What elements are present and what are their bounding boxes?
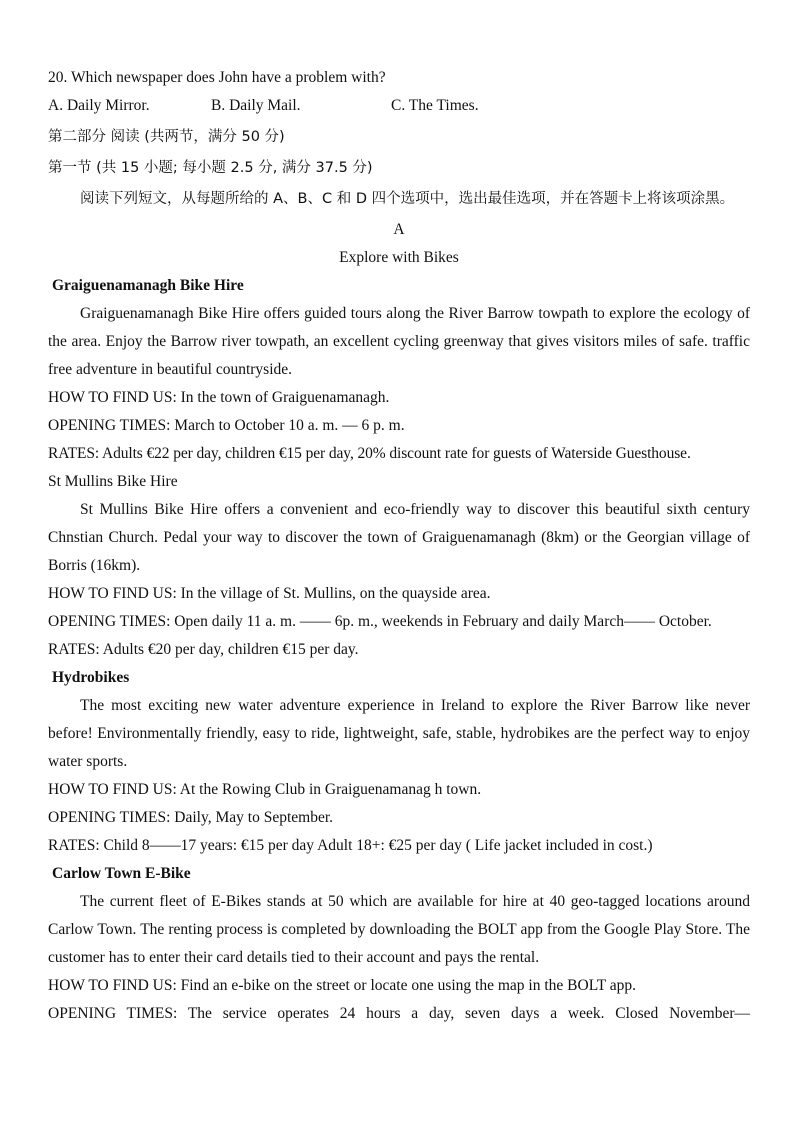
entry-find: HOW TO FIND US: In the town of Graiguenamanagh.: [48, 389, 390, 406]
entry-find: HOW TO FIND US: In the village of St. Mullins, on the quayside area.: [48, 585, 491, 602]
entry-rates: RATES: Adults €20 per day, children €15 per day.: [48, 641, 359, 658]
entry-description: The most exciting new water adventure experience in Ireland to explore the River Barrow like never before! Environmentally friendly, easy to ride, lightweight, safe, stable, hydrobikes are the perfect way to enjoy water sports.: [48, 697, 750, 770]
entry-times: OPENING TIMES: Open daily 11 a. m. —— 6p. m., weekends in February and daily March—— October.: [48, 613, 712, 630]
part-title: 第二部分 阅读 (共两节，满分 50 分): [48, 129, 285, 145]
passage-title: Explore with Bikes: [339, 249, 459, 266]
option-b: B. Daily Mail.: [211, 97, 301, 114]
entry-name-st-mullins: St Mullins Bike Hire: [48, 473, 178, 490]
entry-times: OPENING TIMES: Daily, May to September.: [48, 809, 334, 826]
document-page: [48, 64, 750, 1028]
entry-name-carlow-e-bike: Carlow Town E-Bike: [52, 865, 191, 882]
entry-description: The current fleet of E-Bikes stands at 50 which are available for hire at 40 geo-tagged locations around Carlow Town. The renting process is completed by downloading the BOLT app from the Google Play Store. The customer has to enter their card details tied to their account and pays the rental.: [48, 893, 750, 966]
passage-letter: A: [393, 221, 405, 238]
entry-name-hydrobikes: Hydrobikes: [52, 669, 130, 686]
entry-description: St Mullins Bike Hire offers a convenient and eco-friendly way to discover this beautiful sixth century Chnstian Church. Pedal your way to discover the town of Graiguenamanagh (8km) or the Georgian village of Borris (16km).: [48, 501, 750, 574]
entry-rates: RATES: Adults €22 per day, children €15 per day, 20% discount rate for guests of Waterside Guesthouse.: [48, 445, 691, 462]
question-text: 20. Which newspaper does John have a problem with?: [48, 69, 386, 86]
subsection-title: 第一节 (共 15 小题; 每小题 2.5 分, 满分 37.5 分): [48, 160, 373, 176]
entry-find: HOW TO FIND US: At the Rowing Club in Graiguenamanag h town.: [48, 781, 482, 798]
entry-times: OPENING TIMES: The service operates 24 hours a day, seven days a week. Closed November—: [48, 1005, 750, 1022]
entry-times: OPENING TIMES: March to October 10 a. m. — 6 p. m.: [48, 417, 405, 434]
entry-rates: RATES: Child 8——17 years: €15 per day Adult 18+: €25 per day ( Life jacket included in cost.): [48, 837, 653, 854]
entry-description: Graiguenamanagh Bike Hire offers guided tours along the River Barrow towpath to explore the ecology of the area. Enjoy the Barrow river towpath, an excellent cycling greenway that gives visitors miles of safe. traffic free adventure in beautiful countryside.: [48, 305, 750, 378]
option-c: C. The Times.: [391, 97, 479, 114]
instructions: 阅读下列短文，从每题所给的 A、B、C 和 D 四个选项中，选出最佳选项，并在答题卡上将该项涂黑。: [80, 191, 735, 207]
question-options: [48, 92, 750, 120]
entry-name-graiguenamanagh: Graiguenamanagh Bike Hire: [52, 277, 244, 294]
entry-find: HOW TO FIND US: Find an e-bike on the street or locate one using the map in the BOLT app.: [48, 977, 637, 994]
option-a: A. Daily Mirror.: [48, 97, 150, 114]
